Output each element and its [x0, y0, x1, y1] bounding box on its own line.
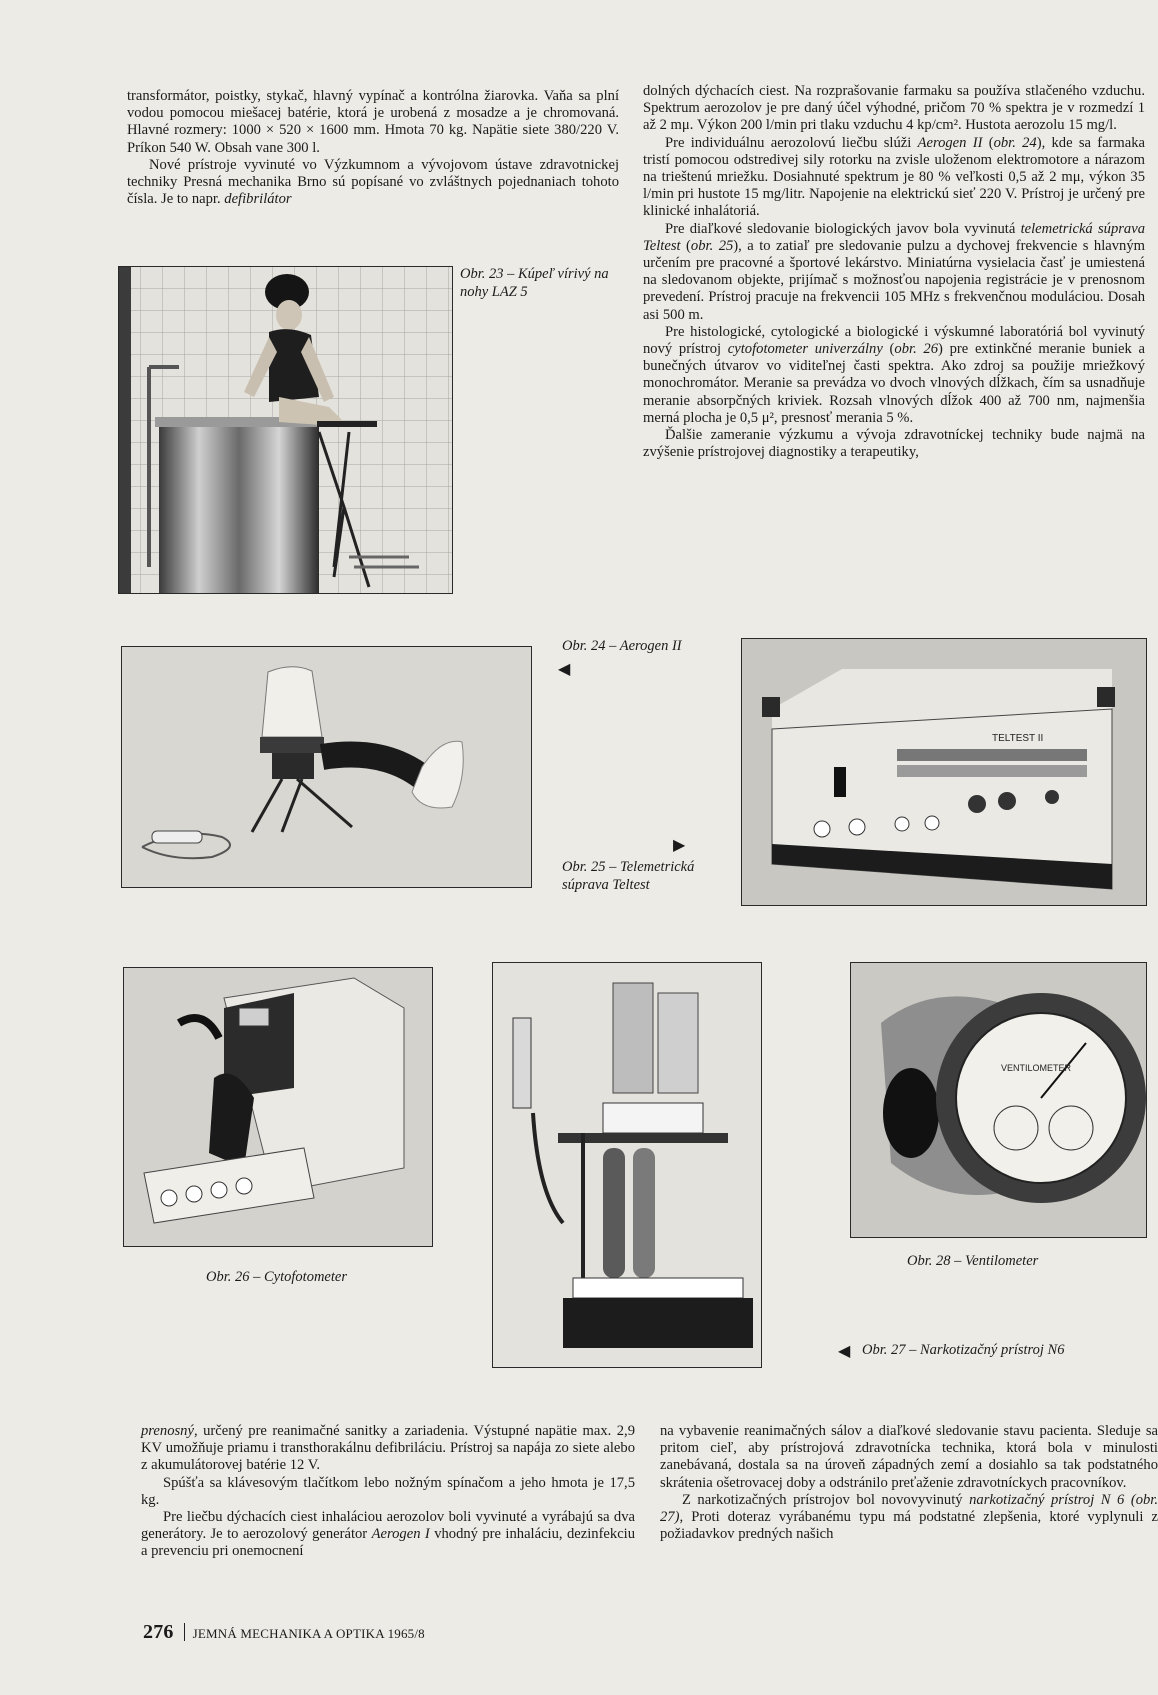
caption-fig26: Obr. 26 – Cytofotometer — [206, 1269, 347, 1285]
page-footer — [143, 1621, 425, 1644]
journal-title: JEMNÁ MECHANIKA A OPTIKA 1965/8 — [192, 1626, 425, 1641]
right-column-bottom — [660, 1423, 1158, 1543]
paragraph: Ďalšie zameranie výzkumu a vývoja zdravotníckej techniky bude najmä na zvýšenie prístrojovej diagnostiky a terapeutiky, — [643, 427, 1145, 461]
bath-illustration — [119, 267, 452, 593]
arrow-right-icon: ▶ — [673, 837, 686, 854]
paragraph: Spúšťa sa klávesovým tlačítkom lebo nožným spínačom a jeho hmota je 17,5 kg. — [141, 1474, 635, 1508]
aerogen-illustration — [122, 647, 531, 887]
photo-ventilometer — [850, 962, 1147, 1238]
paragraph: Z narkotizačných prístrojov bol novovyvinutý narkotizačný prístroj N 6 (obr. 27), Proti doteraz vyrábanému typu má podstatné zlepšenia, ktoré vyplynuli z požiadavkov predných našich — [660, 1491, 1158, 1543]
caption-fig28: Obr. 28 – Ventilometer — [907, 1253, 1039, 1269]
paragraph: Pre diaľkové sledovanie biologických javov bola vyvinutá telemetrická súprava Teltest (obr. 25), a to zatiaľ pre sledovanie pulzu a dychovej frekvencie s hlavným určením pre pracovné a športové lekárstvo. Miniatúrna vysielacia časť je umiestená na sledovanom objekte, prijímač s možnosťou napojenia registrácie je v prenosnom prevedení. Prístroj pracuje na frekvencii 105 MHz s frekvenčnou moduláciou. Dosah asi 500 m. — [643, 220, 1146, 323]
caption-fig23: Obr. 23 – Kúpeľ vírivý na nohy LAZ 5 — [460, 266, 609, 300]
ventilometer-dial-label: VENTILOMETER — [1001, 1063, 1072, 1073]
paragraph: transformátor, poistky, stykač, hlavný vypínač a kontrólna žiarovka. Vaňa sa plní vodou pomocou miešacej batérie, ktorá je urobená z mosadze a je chromovaná. Hlavné rozmery: 1000 × 520 × 1600 mm. Hmota 70 kg. Napätie siete 380/220 V. Príkon 540 W. Obsah vane 300 l. — [127, 88, 619, 156]
ventilometer-illustration — [851, 963, 1146, 1237]
photo-narkotizacny-pristroj — [492, 962, 762, 1368]
cytofotometer-illustration — [124, 968, 432, 1246]
paragraph: prenosný, určený pre reanimačné sanitky a zariadenia. Výstupné napätie max. 2,9 KV umožňuje priamu i transthorakálnu defibriláciu. Prístroj sa napája zo siete alebo z akumulátorovej batérie 12 V. — [141, 1423, 635, 1474]
caption-fig24: Obr. 24 – Aerogen II — [562, 638, 682, 654]
paragraph: dolných dýchacích ciest. Na rozprašovanie farmaku sa používa stlačeného vzduchu. Spektrum aerozolov je pre daný účel výhodné, pričom 70 % spektra je v rozmedzí 1 až 2 mμ. Výkon 200 l/min pri tlaku vzduchu 4 kp/cm². Hustota aerozolu 15 mg/l. — [643, 83, 1145, 134]
paragraph: Nové prístroje vyvinuté vo Výzkumnom a vývojovom ústave zdravotnickej techniky Presná mechanika Brno sú popísané vo zvláštnych pojednaniach tohoto čísla. Je to napr. defibrilátor — [127, 156, 619, 208]
paragraph: Pre histologické, cytologické a biologické i výskumné laboratóriá bol vyvinutý nový prístroj cytofotometer univerzálny (obr. 26) pre extinkčné meranie buniek a bunečných útvarov vo viditeľnej časti spektra. Ako zdroj sa použije mriežkový monochromátor. Meranie sa prevádza vo dvoch vlnových dĺžkach, čím sa usnadňuje meranie absorpčných kriviek. Rozsah vlnových dĺžok 400 až 700 nm, najmenšia merná plocha je 0,5 μ², presnosť merania 5 %. — [643, 323, 1145, 426]
teltest-illustration — [742, 639, 1146, 905]
photo-teltest — [741, 638, 1147, 906]
photo-bath-laz5 — [118, 266, 453, 594]
arrow-left-icon: ◀ — [558, 661, 571, 678]
anesthesia-machine-illustration — [493, 963, 761, 1367]
left-column-bottom — [141, 1423, 635, 1561]
right-column-top — [643, 83, 1145, 461]
teltest-panel-label: TELTEST II — [992, 733, 1044, 744]
footer-divider — [184, 1623, 185, 1641]
left-column-top — [127, 88, 619, 208]
caption-fig27: Obr. 27 – Narkotizačný prístroj N6 — [862, 1342, 1065, 1358]
arrow-left-icon: ◀ — [838, 1343, 851, 1360]
paragraph: Pre liečbu dýchacích ciest inhaláciou aerozolov boli vyvinuté a vyrábajú sa dva generátory. Je to aerozolový generátor Aerogen I vhodný pre inhaláciu, dezinfekciu a prevenciu pri onemocnení — [141, 1509, 636, 1560]
page-number: 276 — [143, 1621, 174, 1643]
paragraph: na vybavenie reanimačných sálov a diaľkové sledovanie stavu pacienta. Sleduje sa pritom cieľ, aby prístrojová zdravotnícka technika, ktorá bola v minulosti zanebávaná, dostala sa na úroveň západných zemí a dosiahlo sa tak podstatného skrátenia ošetrovacej doby a odstránilo preťaženie zdravotníckych pracovníkov. — [660, 1423, 1158, 1491]
caption-fig25: Obr. 25 – Telemetrická súprava Teltest — [562, 859, 695, 893]
paragraph: Pre individuálnu aerozolovú liečbu slúži Aerogen II (obr. 24), kde sa farmaka tristí pomocou odstredivej sily rotorku na zvisle uloženom elektromotore a nárazom na trieštenú mriežku. Dosiahnuté spektrum je 80 % veľkosti 0,5 až 2 mμ, výkon 35 l/min pri hustote 15 mg/litr. Napojenie na elektrickú sieť 220 V. Prístroj je určený pre klinické inhalátoriá. — [643, 134, 1146, 220]
photo-cytofotometer — [123, 967, 433, 1247]
photo-aerogen-ii — [121, 646, 532, 888]
